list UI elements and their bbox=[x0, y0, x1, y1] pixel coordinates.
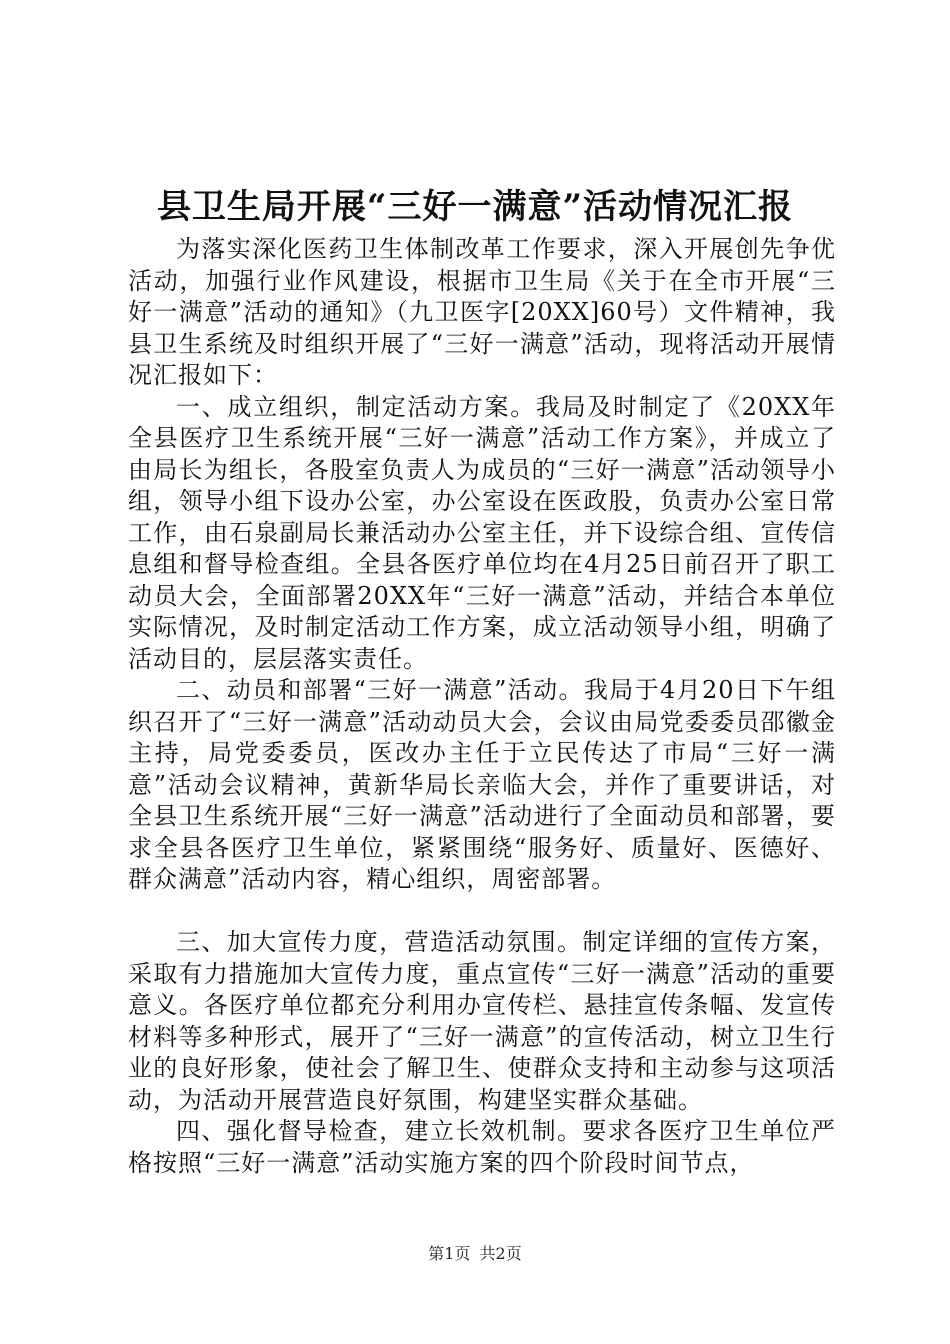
document-title: 县卫生局开展“三好一满意”活动情况汇报 bbox=[156, 187, 794, 227]
page-footer bbox=[0, 1244, 950, 1264]
document-body bbox=[128, 234, 836, 1179]
page-total: 共2页 bbox=[479, 1244, 522, 1263]
paragraph-section-3: 三、加大宣传力度，营造活动氛围。制定详细的宣传方案，采取有力措施加大宣传力度，重点宣传“三好一满意”活动的重要意义。各医疗单位都充分利用办宣传栏、悬挂宣传条幅、发宣传材料等多种形式，展开了“三好一满意”的宣传活动，树立卫生行业的良好形象，使社会了解卫生、使群众支持和主动参与这项活动，为活动开展营造良好氛围，构建坚实群众基础。 bbox=[128, 928, 836, 1114]
paragraph-section-2: 二、动员和部署“三好一满意”活动。我局于4月20日下午组织召开了“三好一满意”活动动员大会，会议由局党委委员邵徽金主持，局党委委员，医改办主任于立民传达了市局“三好一满意”活动会议精神，黄新华局长亲临大会，并作了重要讲话，对全县卫生系统开展“三好一满意”活动进行了全面动员和部署，要求全县各医疗卫生单位，紧紧围绕“服务好、质量好、医德好、群众满意”活动内容，精心组织，周密部署。 bbox=[128, 676, 836, 893]
page-number: 第1页 bbox=[428, 1244, 471, 1263]
paragraph-section-4: 四、强化督导检查，建立长效机制。要求各医疗卫生单位严格按照“三好一满意”活动实施方案的四个阶段时间节点， bbox=[128, 1117, 836, 1177]
paragraph-section-1: 一、成立组织，制定活动方案。我局及时制定了《20XX年全县医疗卫生系统开展“三好一满意”活动工作方案》，并成立了由局长为组长，各股室负责人为成员的“三好一满意”活动领导小组，领导小组下设办公室，办公室设在医政股，负责办公室日常工作，由石泉副局长兼活动办公室主任，并下设综合组、宣传信息组和督导检查组。全县各医疗单位均在4月25日前召开了职工动员大会，全面部署20XX年“三好一满意”活动，并结合本单位实际情况，及时制定活动工作方案，成立活动领导小组，明确了活动目的，层层落实责任。 bbox=[128, 392, 836, 673]
paragraph-intro: 为落实深化医药卫生体制改革工作要求，深入开展创先争优活动，加强行业作风建设，根据市卫生局《关于在全市开展“三好一满意”活动的通知》（九卫医字[20XX]60号）文件精神，我县卫生系统及时组织开展了“三好一满意”活动，现将活动开展情况汇报如下： bbox=[128, 235, 836, 389]
